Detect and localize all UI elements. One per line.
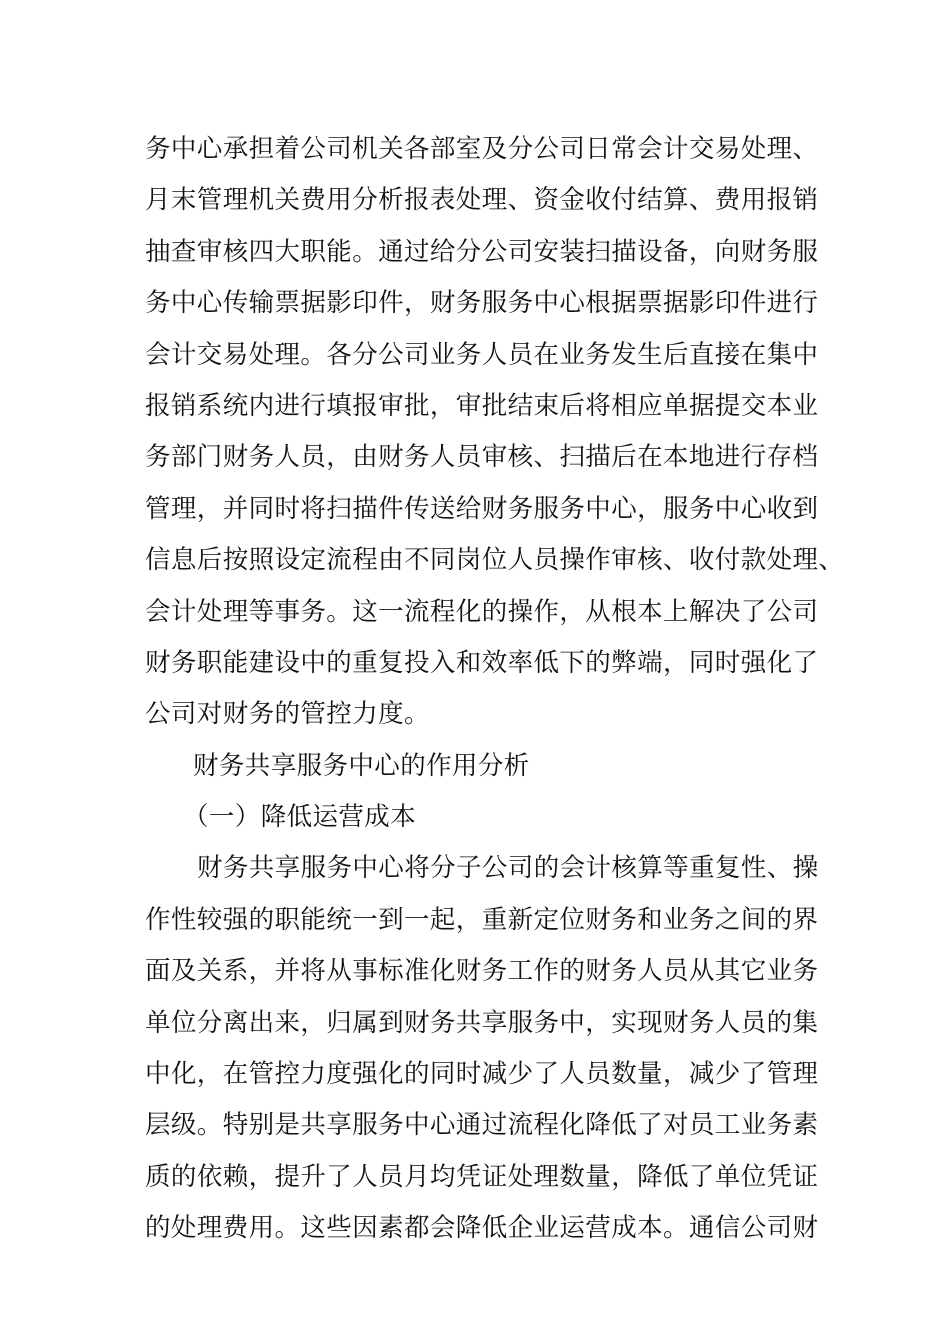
text-line: 作性较强的职能统一到一起，重新定位财务和业务之间的界 — [145, 904, 819, 935]
paragraph-cost-reduction — [145, 843, 825, 1254]
text-line: 抽查审核四大职能。通过给分公司安装扫描设备，向财务服 — [145, 236, 819, 267]
text-line: 的处理费用。这些因素都会降低企业运营成本。通信公司财 — [145, 1213, 819, 1244]
text-line: 公司对财务的管控力度。 — [145, 699, 430, 730]
text-line: 报销系统内进行填报审批，审批结束后将相应单据提交本业 — [145, 390, 819, 421]
text-line: 管理，并同时将扫描件传送给财务服务中心，服务中心收到 — [145, 493, 819, 524]
text-line: 务部门财务人员，由财务人员审核、扫描后在本地进行存档 — [145, 442, 819, 473]
text-line: 单位分离出来，归属到财务共享服务中，实现财务人员的集 — [145, 1007, 819, 1038]
text-line: 会计交易处理。各分公司业务人员在业务发生后直接在集中 — [145, 339, 819, 370]
text-line: 财务职能建设中的重复投入和效率低下的弊端，同时强化了 — [145, 647, 819, 678]
text-line: 月末管理机关费用分析报表处理、资金收付结算、费用报销 — [145, 185, 819, 216]
document-body — [145, 124, 845, 1255]
paragraph-continuation — [145, 124, 845, 741]
text-line: 中化，在管控力度强化的同时减少了人员数量，减少了管理 — [145, 1059, 819, 1090]
text-line: 务中心传输票据影印件，财务服务中心根据票据影印件进行 — [145, 288, 819, 319]
text-line: 面及关系，并将从事标准化财务工作的财务人员从其它业务 — [145, 956, 819, 987]
section-heading: 财务共享服务中心的作用分析 — [193, 750, 530, 781]
text-line: 质的依赖，提升了人员月均凭证处理数量，降低了单位凭证 — [145, 1161, 819, 1192]
text-line: 层级。特别是共享服务中心通过流程化降低了对员工业务素 — [145, 1110, 819, 1141]
text-line: 信息后按照设定流程由不同岗位人员操作审核、收付款处理、 — [145, 545, 845, 576]
text-line: 务中心承担着公司机关各部室及分公司日常会计交易处理、 — [145, 134, 819, 164]
text-line: 会计处理等事务。这一流程化的操作，从根本上解决了公司 — [145, 596, 819, 627]
sub-heading: （一）降低运营成本 — [183, 802, 417, 833]
text-line: 财务共享服务中心将分子公司的会计核算等重复性、操 — [197, 853, 819, 884]
